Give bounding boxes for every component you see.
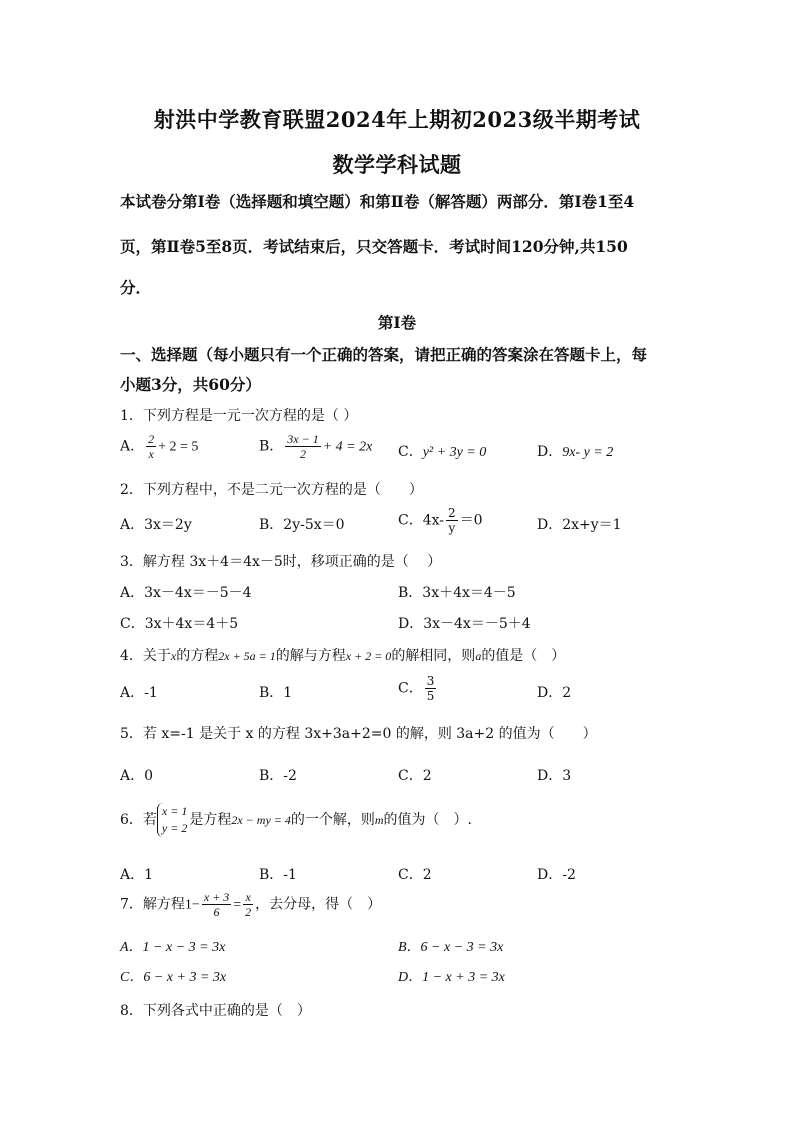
- equation-system: x = 1 y = 2: [157, 803, 187, 837]
- question-5-option-b: B．-2: [259, 768, 297, 784]
- question-3-option-d: D．3x－4x＝－5＋4: [398, 616, 531, 632]
- intro-line-3: 分．: [120, 278, 152, 297]
- question-2-option-a: A．3x＝2y: [120, 517, 192, 533]
- question-6-option-a: A．1: [120, 867, 154, 883]
- fraction: $\frac{2}{y}$: [448, 506, 456, 535]
- question-6-option-c: C．2: [398, 867, 432, 883]
- volume-heading: 第Ⅰ卷: [377, 313, 417, 332]
- question-4-option-b: B．1: [259, 685, 293, 701]
- question-7-option-a: A．1 − x − 3 = 3x: [120, 940, 226, 955]
- question-1-option-a: A． $\frac{2}{x}$ + 2 = 5: [120, 432, 199, 461]
- question-2-option-d: D．2x+y＝1: [537, 517, 622, 533]
- intro-line-1: 本试卷分第Ⅰ卷（选择题和填空题）和第Ⅱ卷（解答题）两部分．第Ⅰ卷1至4: [120, 192, 635, 211]
- question-1-option-d: D．9x- y = 2: [537, 444, 614, 460]
- question-3-option-c: C．3x＋4x＝4＋5: [120, 616, 239, 632]
- question-2-option-c: C．4x- $\frac{2}{y}$ ＝0: [398, 506, 483, 535]
- question-5-option-a: A．0: [120, 768, 154, 784]
- question-3-stem: 3．解方程 3x＋4＝4x－5时，移项正确的是（ ）: [120, 554, 442, 570]
- question-4-option-c: C． $\frac{3}{5}$: [398, 674, 435, 703]
- question-6-stem: 6．若 x = 1 y = 2 是方程2x − my = 4的一个解，则m的值为（ ）.: [120, 804, 472, 835]
- fraction: $\frac{2}{x}$: [148, 432, 155, 461]
- question-3-option-b: B．3x＋4x＝4－5: [398, 585, 516, 601]
- fraction: $\frac{x + 3}{6}$: [203, 890, 230, 919]
- section-heading-line-2: 小题3分，共60分）: [120, 375, 261, 394]
- question-2-option-b: B．2y-5x＝0: [259, 517, 345, 533]
- question-4-option-a: A．-1: [120, 685, 158, 701]
- question-3-option-a: A．3x－4x＝－5－4: [120, 585, 252, 601]
- fraction: $\frac{3x - 1}{2}$: [287, 432, 319, 461]
- question-7-stem: 7．解方程1− $\frac{x + 3}{6}$ = $\frac{x}{2}$ ，去分母，得（ ）: [120, 890, 382, 919]
- question-7-option-b: B．6 − x − 3 = 3x: [398, 940, 504, 955]
- question-1-option-b: B． $\frac{3x - 1}{2}$ + 4 = 2x: [259, 432, 373, 461]
- exam-title: 射洪中学教育联盟2024年上期初2023级半期考试: [153, 107, 641, 132]
- question-7-option-c: C．6 − x + 3 = 3x: [120, 970, 227, 985]
- question-2-stem: 2．下列方程中，不是二元一次方程的是（ ）: [120, 482, 423, 498]
- question-5-option-d: D．3: [537, 768, 572, 784]
- question-6-option-b: B．-1: [259, 867, 297, 883]
- question-6-option-d: D．-2: [537, 867, 576, 883]
- exam-subtitle: 数学学科试题: [332, 152, 462, 177]
- intro-line-2: 页，第Ⅱ卷5至8页．考试结束后，只交答题卡．考试时间120分钟,共150: [120, 237, 628, 256]
- question-4-option-d: D．2: [537, 685, 572, 701]
- question-5-option-c: C．2: [398, 768, 432, 784]
- question-1-stem: 1．下列方程是一元一次方程的是（ ）: [120, 408, 358, 424]
- question-8-stem: 8．下列各式中正确的是（ ）: [120, 1003, 311, 1019]
- question-4-stem: 4．关于x的方程2x + 5a = 1的解与方程x + 2 = 0的解相同，则a的值是（ ）: [120, 648, 566, 664]
- question-5-stem: 5．若 x=-1 是关于 x 的方程 3x+3a+2=0 的解，则 3a+2 的值为（ ）: [120, 726, 597, 742]
- section-heading-line-1: 一、选择题（每小题只有一个正确的答案，请把正确的答案涂在答题卡上，每: [120, 345, 648, 364]
- question-7-option-d: D．1 − x + 3 = 3x: [398, 970, 505, 985]
- fraction: $\frac{x}{2}$: [245, 890, 252, 919]
- fraction: $\frac{3}{5}$: [426, 674, 435, 703]
- question-1-option-c: C．y² + 3y = 0: [398, 444, 487, 460]
